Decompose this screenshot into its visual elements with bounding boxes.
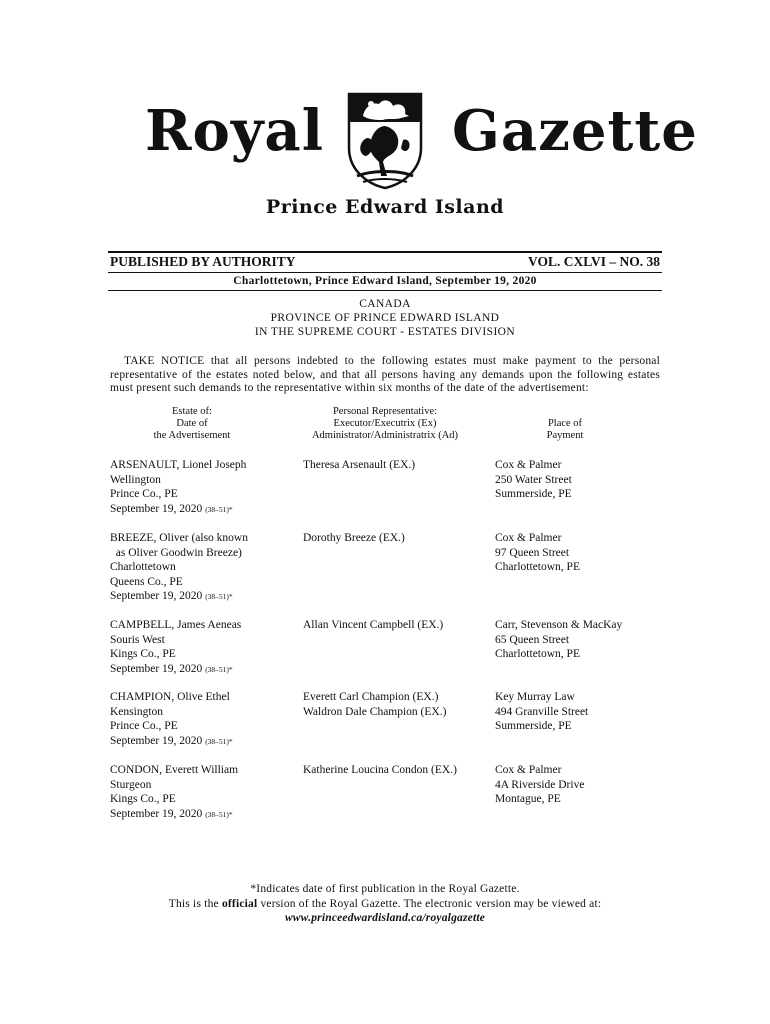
place-of-payment: Cox & Palmer 250 Water Street Summerside, PE (495, 459, 572, 501)
top-rule (108, 251, 662, 253)
estate-details: CAMPBELL, James Aeneas Souris West Kings Co., PE September 19, 2020 (38–51)* (110, 619, 242, 675)
place-of-payment: Carr, Stevenson & MacKay 65 Queen Street Charlottetown, PE (495, 619, 623, 661)
masthead-royal: Royal (145, 98, 324, 164)
column-heading-estate: Estate of: Date of the Advertisement (153, 406, 231, 441)
pei-coat-of-arms-icon (343, 90, 427, 190)
publication-ref: (38–51)* (205, 664, 233, 674)
heading-line-canada: CANADA (359, 298, 411, 310)
column-heading-representative: Personal Representative: Executor/Executrix (Ex) Administrator/Administratrix (Ad) (311, 406, 459, 441)
publication-ref: (38–51)* (205, 504, 233, 514)
estate-details: ARSENAULT, Lionel Joseph Wellington Prince Co., PE September 19, 2020 (38–51)* (110, 459, 247, 515)
representative: Everett Carl Champion (EX.) Waldron Dale Champion (EX.) (303, 691, 447, 718)
place-of-payment: Cox & Palmer 4A Riverside Drive Montague, PE (495, 764, 585, 806)
masthead (0, 90, 770, 200)
representative: Allan Vincent Campbell (EX.) (303, 619, 444, 631)
publication-ref: (38–51)* (205, 736, 233, 746)
publication-ref: (38–51)* (205, 809, 233, 819)
footer (0, 882, 770, 926)
heading-line-court: IN THE SUPREME COURT - ESTATES DIVISION (254, 326, 516, 338)
published-by-authority: PUBLISHED BY AUTHORITY (110, 254, 296, 269)
notice-heading (0, 297, 770, 339)
representative: Theresa Arsenault (EX.) (303, 459, 416, 471)
representative: Dorothy Breeze (EX.) (303, 532, 405, 544)
heading-line-province: PROVINCE OF PRINCE EDWARD ISLAND (270, 312, 500, 324)
column-heading-payment: Place of Payment (546, 418, 584, 441)
estate-details: CHAMPION, Olive Ethel Kensington Prince Co., PE September 19, 2020 (38–51)* (110, 691, 233, 747)
place-of-payment: Cox & Palmer 97 Queen Street Charlottetown, PE (495, 532, 580, 574)
footnote: *Indicates date of first publication in the Royal Gazette. (250, 883, 520, 895)
mid-rule (108, 272, 662, 273)
place-of-payment: Key Murray Law 494 Granville Street Summerside, PE (495, 691, 589, 733)
notice-paragraph: TAKE NOTICE that all persons indebted to the following estates must make payment to the personal representative of the estates noted below, and that all persons having any demands upon the following estates must present such demands to the representative within six months of the date of the advertisement: (110, 355, 660, 394)
masthead-subtitle: Prince Edward Island (265, 196, 505, 218)
bottom-rule (108, 290, 662, 291)
estate-details: BREEZE, Oliver (also known as Oliver Goodwin Breeze) Charlottetown Queens Co., PE September 19, 2020 (38–51)* (110, 532, 248, 603)
estate-details: CONDON, Everett William Sturgeon Kings Co., PE September 19, 2020 (38–51)* (110, 764, 239, 820)
publication-ref: (38–51)* (205, 592, 233, 602)
volume-number: VOL. CXLVI – NO. 38 (527, 254, 660, 269)
official-version-note: This is the official version of the Royal Gazette. The electronic version may be viewed at: (168, 897, 602, 910)
gazette-url-link[interactable]: www.princeedwardisland.ca/royalgazette (284, 912, 486, 924)
representative: Katherine Loucina Condon (EX.) (303, 764, 457, 776)
dateline: Charlottetown, Prince Edward Island, September 19, 2020 (233, 275, 537, 287)
masthead-gazette: Gazette (452, 98, 698, 164)
